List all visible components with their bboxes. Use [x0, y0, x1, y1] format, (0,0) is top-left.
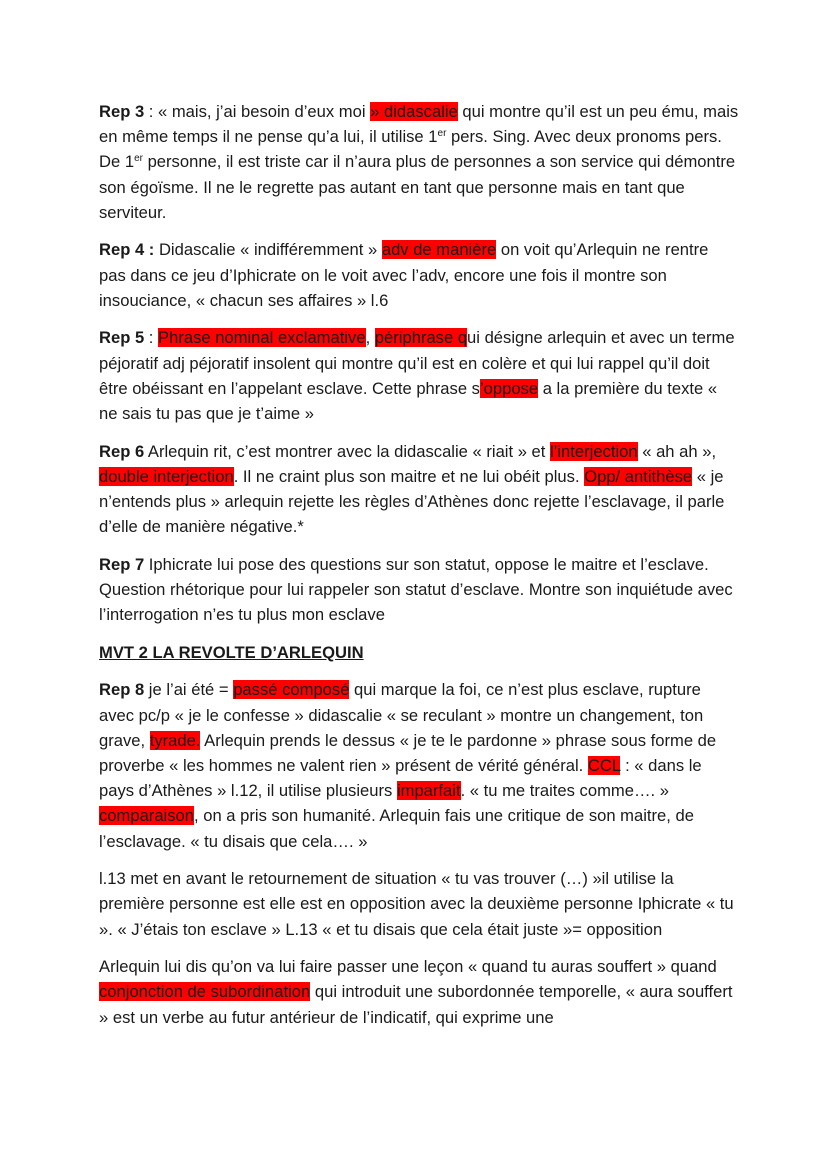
- highlight: comparaison: [99, 806, 195, 826]
- rep-label: Rep 6: [99, 441, 145, 461]
- text: l.13 met en avant le retournement de situation « tu vas trouver (…) »il utilise la première personne est elle est en opposition avec la deuxième personne Iphicrate « tu ». « J’étais ton esclave » L.13 « et tu disais que cela était juste »= opposition: [99, 869, 734, 939]
- highlight: CCL: [587, 756, 621, 776]
- rep-label: Rep 4 :: [99, 240, 155, 260]
- rep-label: Rep 5: [99, 328, 145, 348]
- text: Didascalie « indifféremment »: [154, 240, 382, 260]
- highlight: tyrade.: [149, 730, 201, 750]
- highlight: adv de manière: [381, 240, 497, 260]
- text: Iphicrate lui pose des questions sur son statut, oppose le maitre et l’esclave. Question rhétorique pour lui rappeler son statut d’esclave. Montre son inquiétude avec l’interrogation n’es tu plus mon esclave: [99, 554, 733, 625]
- text: , on a pris son humanité. Arlequin fais une critique de son maitre, de l’esclavage. « tu disais que cela…. »: [99, 806, 694, 851]
- text: qui montre qu’il est un peu ému, mais en même temps il ne pense qu’a lui, il utilise 1: [99, 102, 739, 147]
- text: je l’ai été =: [144, 680, 234, 700]
- text: ui désigne arlequin et avec un terme péjoratif adj péjoratif insolent qui montre qu’il est en colère et qui lui rappel qu’il doit être obéissant en l’appelant esclave. Cette phrase s: [99, 328, 735, 398]
- text: qui introduit une subordonnée temporelle, « aura souffert » est un verbe au futur antérieur de l’indicatif, qui exprime une: [99, 982, 733, 1027]
- text: « je n’entends plus » arlequin rejette les règles d’Athènes donc rejette l’esclavage, il parle d’elle de manière négative.*: [99, 466, 725, 537]
- highlight: ’oppose: [479, 378, 539, 398]
- highlight: » didascalie: [370, 102, 458, 121]
- paragraph-rep-8: [99, 677, 739, 853]
- text: Arlequin rit, c’est montrer avec la didascalie « riait » et: [144, 441, 550, 461]
- paragraph-rep-4: [99, 237, 739, 313]
- text: : « dans le pays d’Athènes » l.12, il utilise plusieurs: [99, 756, 702, 801]
- text: personne, il est triste car il n’aura plus de personnes a son service qui démontre son égoïsme. Il ne le regrette pas autant en tant que personne mais en tant que serviteur.: [99, 152, 736, 222]
- highlight: imparfait: [396, 781, 461, 801]
- document-content: [99, 99, 739, 1042]
- text: a la première du texte « ne sais tu pas que je t’aime »: [99, 378, 718, 424]
- highlight: double interjection: [99, 466, 234, 486]
- text: qui marque la foi, ce n’est plus esclave, rupture avec pc/p « je le confesse » didascalie « se reculant » montre un changement, ton grave,: [99, 680, 704, 750]
- text: pers. Sing. Avec deux pronoms pers. De 1: [99, 127, 722, 172]
- highlight: conjonction de subordination: [99, 982, 311, 1002]
- text: . Il ne craint plus son maitre et ne lui obéit plus.: [233, 466, 585, 486]
- text: :: [144, 328, 159, 348]
- text: : « mais, j’ai besoin d’eux moi: [144, 102, 371, 121]
- paragraph-l13: [99, 866, 739, 942]
- text: on voit qu’Arlequin ne rentre pas dans ce jeu d’Iphicrate on le voit avec l’adv, encore une fois il montre son insouciance, « chacun ses affaires » l.6: [99, 240, 709, 310]
- highlight: Phrase nominal exclamative: [158, 328, 366, 348]
- rep-label: Rep 8: [99, 680, 145, 700]
- text: « ah ah »,: [637, 441, 717, 461]
- text: Arlequin prends le dessus « je te le pardonne » phrase sous forme de proverbe « les hommes ne valent rien » présent de vérité général.: [99, 730, 717, 776]
- paragraph-rep-3: [99, 99, 739, 225]
- paragraph-rep-5: [99, 325, 739, 426]
- paragraph-rep-6: [99, 439, 739, 540]
- highlight: l’interjection: [550, 441, 638, 461]
- paragraph-lecon: [99, 954, 739, 1030]
- paragraph-rep-7: [99, 552, 739, 628]
- highlight: périphrase q: [374, 328, 468, 348]
- superscript: er: [437, 128, 447, 140]
- highlight: passé composé: [233, 680, 350, 700]
- section-heading: MVT 2 LA REVOLTE D’ARLEQUIN: [99, 642, 364, 662]
- highlight: Opp/ antithèse: [584, 466, 693, 486]
- text: ,: [365, 328, 375, 348]
- text: Arlequin lui dis qu’on va lui faire passer une leçon « quand tu auras souffert » quand: [99, 957, 717, 977]
- superscript: er: [134, 153, 143, 165]
- rep-label: Rep 3: [99, 102, 145, 121]
- text: . « tu me traites comme…. »: [460, 781, 669, 801]
- rep-label: Rep 7: [99, 554, 145, 574]
